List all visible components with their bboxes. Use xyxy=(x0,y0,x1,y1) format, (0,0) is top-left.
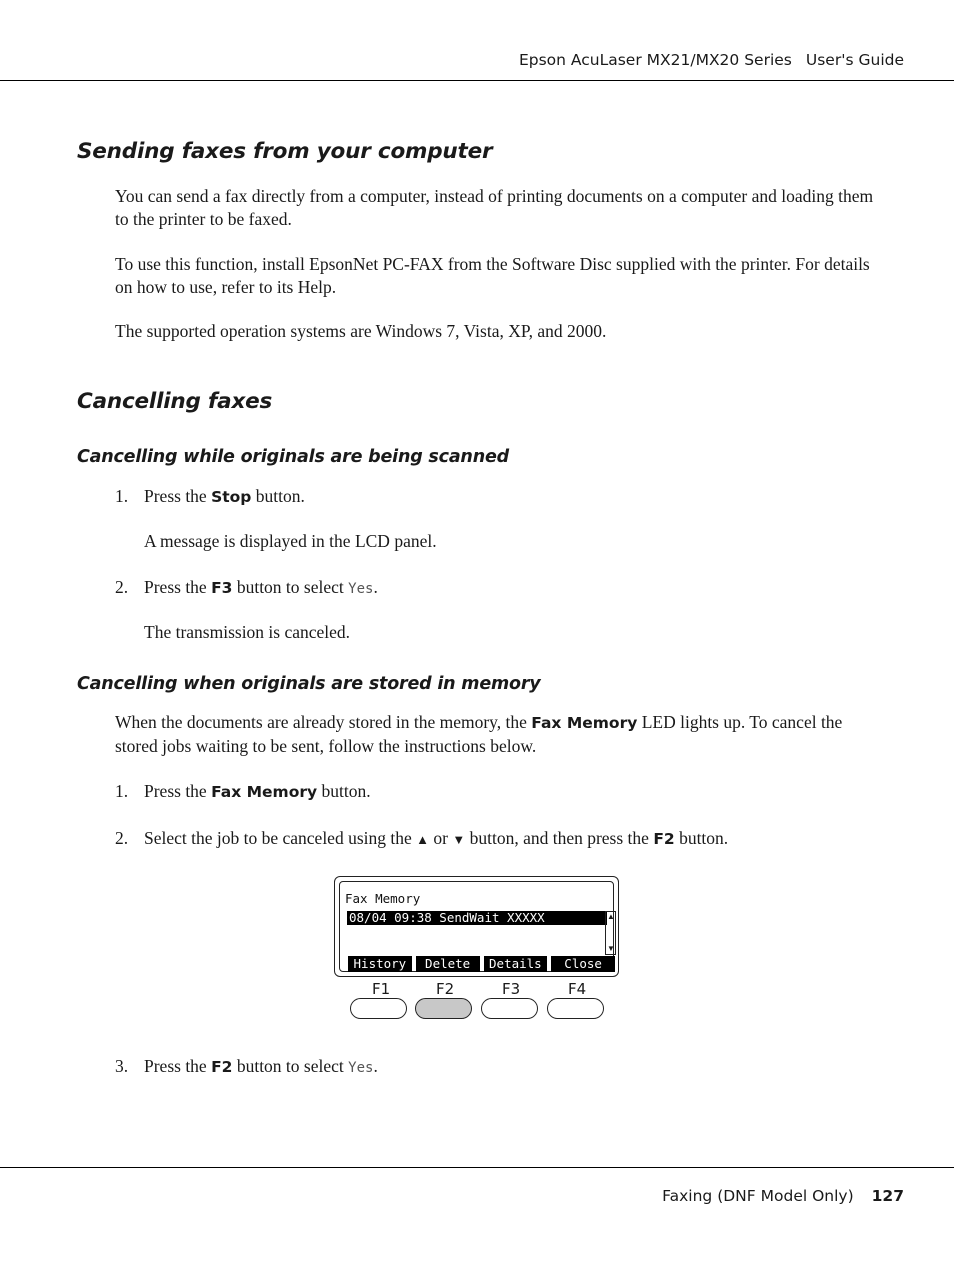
scanned-step-1-result: A message is displayed in the LCD panel. xyxy=(144,531,437,551)
f2-button xyxy=(415,998,472,1019)
fax-memory-key-label: Fax Memory xyxy=(211,783,318,801)
lcd-yes-text-step3: Yes xyxy=(348,1060,374,1076)
f3-key-label: F3 xyxy=(211,579,233,597)
scanned-step-2-result: The transmission is canceled. xyxy=(144,622,351,642)
header-rule xyxy=(0,80,954,81)
subsection-title-scanned: Cancelling while originals are being scanned xyxy=(77,447,509,467)
sending-paragraph-3: The supported operation systems are Windows 7, Vista, XP, and 2000. xyxy=(115,321,607,341)
f2-label: F2 xyxy=(436,980,455,998)
lcd-panel-figure xyxy=(334,876,624,1026)
section-title-sending: Sending faxes from your computer xyxy=(77,139,493,164)
sending-paragraph-1: You can send a fax directly from a computer, instead of printing documents on a computer and loading them to the printer to be faxed. xyxy=(115,186,874,229)
header-guide: User's Guide xyxy=(805,51,904,69)
footer-chapter: Faxing (DNF Model Only) xyxy=(662,1187,854,1205)
f1-label: F1 xyxy=(372,980,391,998)
memory-step-3: 3. Press the F2 button to select Yes. xyxy=(115,1056,378,1076)
down-arrow-icon: ▼ xyxy=(452,832,466,847)
f3-button xyxy=(481,998,538,1019)
lcd-menu-close: Close xyxy=(551,956,615,972)
up-arrow-icon: ▲ xyxy=(416,832,430,847)
lcd-scrollbar xyxy=(605,911,616,955)
memory-step-2: 2. Select the job to be canceled using the ▲ or ▼ button, and then press the F2 button. xyxy=(115,828,729,848)
header-product: Epson AcuLaser MX21/MX20 Series xyxy=(518,51,792,69)
page-number: 127 xyxy=(871,1187,904,1205)
page-header xyxy=(519,51,904,69)
f4-button xyxy=(547,998,604,1019)
scanned-step-2: 2. Press the F3 button to select Yes. xyxy=(115,577,378,597)
sending-paragraph-2: To use this function, install EpsonNet PC-FAX from the Software Disc supplied with the printer. For details on how to use, refer to its Help. xyxy=(115,254,870,297)
lcd-title: Fax Memory xyxy=(345,891,421,906)
fax-memory-led-label: Fax Memory xyxy=(531,714,638,732)
page-footer xyxy=(662,1187,904,1205)
lcd-menu-details: Details xyxy=(484,956,548,972)
scroll-up-icon: ▲ xyxy=(607,912,615,921)
scroll-down-icon: ▼ xyxy=(607,944,615,953)
scanned-step-1: 1. Press the Stop button. xyxy=(115,486,305,506)
f1-button xyxy=(350,998,407,1019)
lcd-selected-job-row: 08/04 09:38 SendWait XXXXX xyxy=(347,911,607,925)
lcd-panel-frame xyxy=(334,876,619,977)
footer-rule xyxy=(0,1167,954,1168)
subsection-title-memory: Cancelling when originals are stored in memory xyxy=(77,674,541,694)
stop-key-label: Stop xyxy=(211,488,252,506)
lcd-menu-history: History xyxy=(348,956,412,972)
f3-label: F3 xyxy=(502,980,521,998)
memory-intro: When the documents are already stored in the memory, the Fax Memory LED lights up. To cancel the stored jobs waiting to be sent, follow the instructions below. xyxy=(115,712,843,756)
lcd-yes-text: Yes xyxy=(348,581,374,597)
lcd-function-menu xyxy=(348,956,615,972)
lcd-screen xyxy=(339,881,614,972)
section-title-cancel: Cancelling faxes xyxy=(77,389,273,414)
f2-key-label-step3: F2 xyxy=(211,1058,233,1076)
lcd-menu-delete: Delete xyxy=(416,956,480,972)
f2-key-label: F2 xyxy=(653,830,675,848)
f4-label: F4 xyxy=(568,980,587,998)
memory-step-1: 1. Press the Fax Memory button. xyxy=(115,781,371,801)
